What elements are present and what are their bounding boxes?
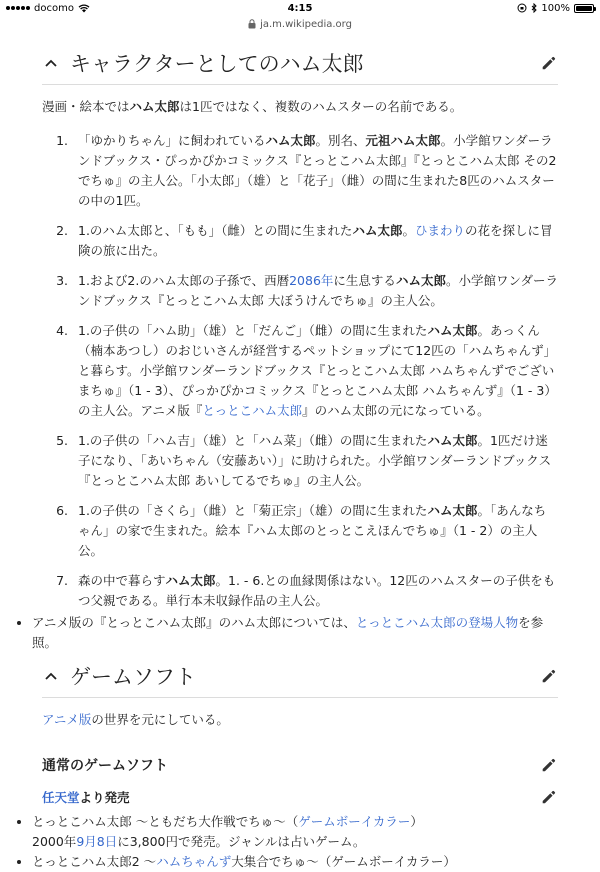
list-item: • とっとこハム太郎2 〜ハムちゃんず大集合でちゅ〜（ゲームボーイカラー） — [32, 852, 558, 872]
games-list — [16, 812, 558, 872]
link-gbc[interactable]: ゲームボーイカラー — [298, 814, 411, 829]
lock-icon — [248, 19, 256, 29]
carrier-label: docomo — [34, 2, 74, 14]
address-bar[interactable] — [0, 16, 600, 32]
section-divider — [42, 84, 558, 85]
link-nintendo[interactable]: 任天堂 — [42, 790, 80, 805]
link-himawari[interactable]: ひまわり — [414, 223, 465, 238]
see-also-list — [16, 613, 558, 653]
bluetooth-icon — [531, 3, 537, 13]
list-item: • アニメ版の『とっとこハム太郎』のハム太郎については、とっとこハム太郎の登場人物を参照。 — [32, 613, 558, 653]
list-item: 5. 1.の子供の「ハム吉」（雄）と「ハム菜」（雌）の間に生まれたハム太郎。1匹だけ迷子になり、「あいちゃん（安藤あい）」に助けられた。小学館ワンダーランドブックス『とっとこハム太郎 あいしてるでちゅ』の主人公。 — [72, 431, 558, 491]
section-heading-character[interactable] — [42, 42, 558, 84]
battery-percent: 100% — [541, 2, 570, 14]
link-characters[interactable]: とっとこハム太郎の登場人物 — [355, 615, 519, 630]
list-item: • とっとこハム太郎 〜ともだち大作戦でちゅ〜（ゲームボーイカラー） 2000年9月8日に3,800円で発売。ジャンルは占いゲーム。 — [32, 812, 558, 852]
section-heading-games[interactable] — [42, 655, 558, 697]
edit-pencil-icon[interactable] — [540, 756, 558, 774]
link-tottoko-hamtaro[interactable]: とっとこハム太郎 — [202, 403, 303, 418]
list-item: 3. 1.および2.のハム太郎の子孫で、西暦2086年に生息するハム太郎。小学館ワンダーランドブックス『とっとこハム太郎 大ぼうけんでちゅ』の主人公。 — [72, 271, 558, 311]
signal-icon — [6, 6, 30, 10]
article-content — [0, 42, 600, 872]
link-anime[interactable]: アニメ版 — [42, 712, 92, 727]
section-title: ゲームソフト — [70, 665, 196, 689]
section-title: キャラクターとしてのハム太郎 — [70, 52, 364, 76]
section-lead: 漫画・絵本ではハム太郎は1匹ではなく、複数のハムスターの名前である。 — [42, 99, 463, 114]
edit-pencil-icon[interactable] — [540, 54, 558, 72]
list-item: 7. 森の中で暮らすハム太郎。1. - 6.との血縁関係はない。12匹のハムスターの子供をもつ父親である。単行本未収録作品の主人公。 — [72, 571, 558, 611]
edit-pencil-icon[interactable] — [540, 667, 558, 685]
minor-heading: 任天堂より発売 — [42, 782, 558, 812]
orientation-lock-icon — [517, 3, 527, 13]
status-time: 4:15 — [287, 2, 313, 14]
link-2086[interactable]: 2086年 — [289, 273, 334, 288]
subsection-heading — [42, 748, 558, 782]
list-item: 1. 「ゆかりちゃん」に飼われているハム太郎。別名、元祖ハム太郎。小学館ワンダーランドブックス・ぴっかぴかコミックス『とっとこハム太郎』『とっとこハム太郎 その2でちゅ』の主人公。「小太郎」（雄）と「花子」（雌）の間に生まれた8匹のハムスターの中の1匹。 — [72, 131, 558, 211]
link-hamchans[interactable]: ハムちゃんず — [156, 854, 232, 869]
status-bar — [0, 0, 600, 16]
wifi-icon — [78, 4, 90, 13]
link-date[interactable]: 9月8日 — [76, 834, 118, 849]
battery-icon — [574, 4, 594, 13]
section-divider — [42, 697, 558, 698]
chevron-up-icon[interactable] — [42, 58, 60, 68]
list-item: 4. 1.の子供の「ハム助」（雄）と「だんご」（雌）の間に生まれたハム太郎。あっくん（楠本あつし）のおじいさんが経営するペットショップにて12匹の「ハムちゃんず」と暮らす。小学館ワンダーランドブックス『とっとこハム太郎 ハムちゃんずでございまちゅ』（1 - 3）、ぴっかぴかコミックス『とっとこハム太郎 ハムちゃんず』（1 - 3）の主人公。アニメ版『とっとこハム太郎』のハム太郎の元になっている。 — [72, 321, 558, 421]
list-item: 2. 1.のハム太郎と、「もも」（雌）との間に生まれたハム太郎。ひまわりの花を探しに冒険の旅に出た。 — [72, 221, 558, 261]
url-text: ja.m.wikipedia.org — [260, 18, 352, 30]
subsection-title: 通常のゲームソフト — [42, 758, 168, 774]
edit-pencil-icon[interactable] — [540, 788, 558, 806]
hamtaro-list — [42, 131, 558, 611]
section-lead: アニメ版の世界を元にしている。 — [42, 712, 229, 727]
list-item: 6. 1.の子供の「さくら」（雌）と「菊正宗」（雄）の間に生まれたハム太郎。「あんなちゃん」の家で生まれた。絵本『ハム太郎のとっとこえほんでちゅ』（1 - 2）の主人公。 — [72, 501, 558, 561]
chevron-up-icon[interactable] — [42, 671, 60, 681]
